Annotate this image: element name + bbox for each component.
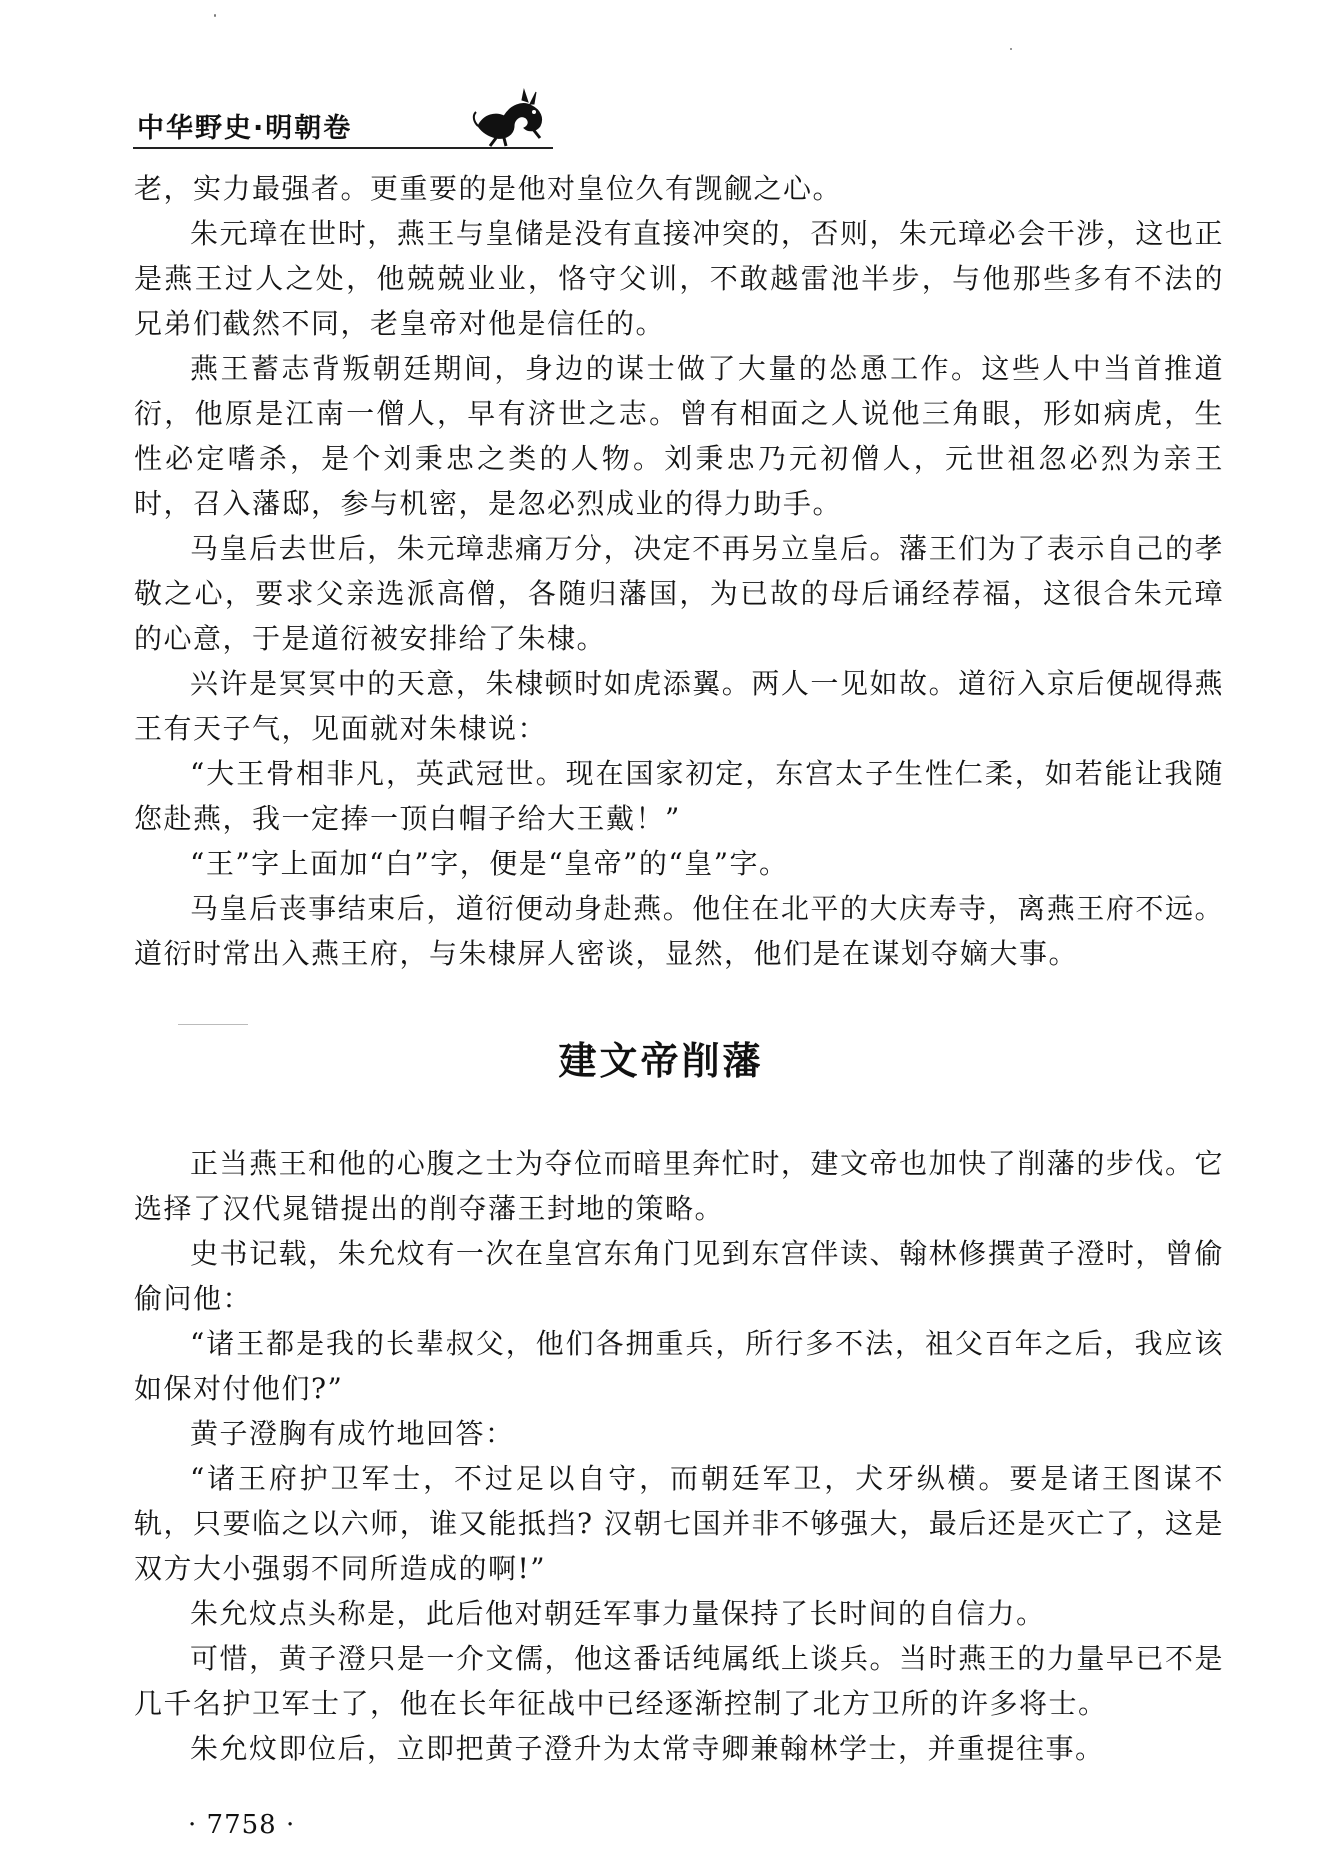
paragraph: 可惜，黄子澄只是一介文儒，他这番话纯属纸上谈兵。当时燕王的力量早已不是几千名护卫军士了，他在长年征战中已经逐渐控制了北方卫所的许多将士。	[134, 1642, 1224, 1720]
paragraph: 史书记载，朱允炆有一次在皇宫东角门见到东宫伴读、翰林修撰黄子澄时，曾偷偷问他：	[134, 1237, 1224, 1315]
scan-speck	[178, 1024, 248, 1025]
paragraph: “大王骨相非凡，英武冠世。现在国家初定，东宫太子生性仁柔，如若能让我随您赴燕，我一定捧一顶白帽子给大王戴！”	[134, 757, 1224, 835]
paragraph: 燕王蓄志背叛朝廷期间，身边的谋士做了大量的怂恿工作。这些人中当首推道衍，他原是江南一僧人，早有济世之志。曾有相面之人说他三角眼，形如病虎，生性必定嗜杀，是个刘秉忠之类的人物。刘秉忠乃元初僧人，元世祖忽必烈为亲王时，召入藩邸，参与机密，是忽必烈成业的得力助手。	[134, 352, 1224, 520]
paragraph: 朱允炆即位后，立即把黄子澄升为太常寺卿兼翰林学士，并重提往事。	[190, 1732, 1105, 1765]
running-header-title: 中华野史·明朝卷	[137, 113, 353, 144]
paragraph: “诸王府护卫军士，不过足以自守，而朝廷军卫，犬牙纵横。要是诸王图谋不轨，只要临之以六师，谁又能抵挡? 汉朝七国并非不够强大，最后还是灭亡了，这是双方大小强弱不同所造成的啊!”	[134, 1462, 1224, 1585]
section-heading: 建文帝削藩	[558, 1039, 764, 1083]
scan-speck	[1010, 48, 1012, 50]
paragraph: 马皇后丧事结束后，道衍便动身赴燕。他住在北平的大庆寿寺，离燕王府不远。道衍时常出入燕王府，与朱棣屏人密谈，显然，他们是在谋划夺嫡大事。	[134, 892, 1224, 970]
page-number: · 7758 ·	[188, 1810, 296, 1840]
dragon-emblem-icon	[470, 86, 550, 148]
paragraph: 老，实力最强者。更重要的是他对皇位久有觊觎之心。	[134, 172, 843, 205]
body-text-bottom	[134, 1141, 1224, 1771]
paragraph: “诸王都是我的长辈叔父，他们各拥重兵，所行多不法，祖父百年之后，我应该如保对付他们?”	[134, 1327, 1224, 1405]
paragraph: 朱元璋在世时，燕王与皇储是没有直接冲突的，否则，朱元璋必会干涉，这也正是燕王过人之处，他兢兢业业，恪守父训，不敢越雷池半步，与他那些多有不法的兄弟们截然不同，老皇帝对他是信任的。	[134, 217, 1224, 340]
paragraph: 马皇后去世后，朱元璋悲痛万分，决定不再另立皇后。藩王们为了表示自己的孝敬之心，要求父亲选派高僧，各随归藩国，为已故的母后诵经荐福，这很合朱元璋的心意，于是道衍被安排给了朱棣。	[134, 532, 1224, 655]
paragraph: “王”字上面加“白”字，便是“皇帝”的“皇”字。	[190, 847, 789, 880]
scan-speck	[214, 14, 216, 17]
paragraph: 朱允炆点头称是，此后他对朝廷军事力量保持了长时间的自信力。	[190, 1597, 1046, 1630]
header-rule	[133, 147, 553, 149]
paragraph: 兴许是冥冥中的天意，朱棣顿时如虎添翼。两人一见如故。道衍入京后便觇得燕王有天子气，见面就对朱棣说：	[134, 667, 1224, 745]
body-text-top	[134, 166, 1224, 976]
paragraph: 正当燕王和他的心腹之士为夺位而暗里奔忙时，建文帝也加快了削藩的步伐。它选择了汉代晁错提出的削夺藩王封地的策略。	[134, 1147, 1224, 1225]
paragraph: 黄子澄胸有成竹地回答：	[190, 1417, 515, 1450]
